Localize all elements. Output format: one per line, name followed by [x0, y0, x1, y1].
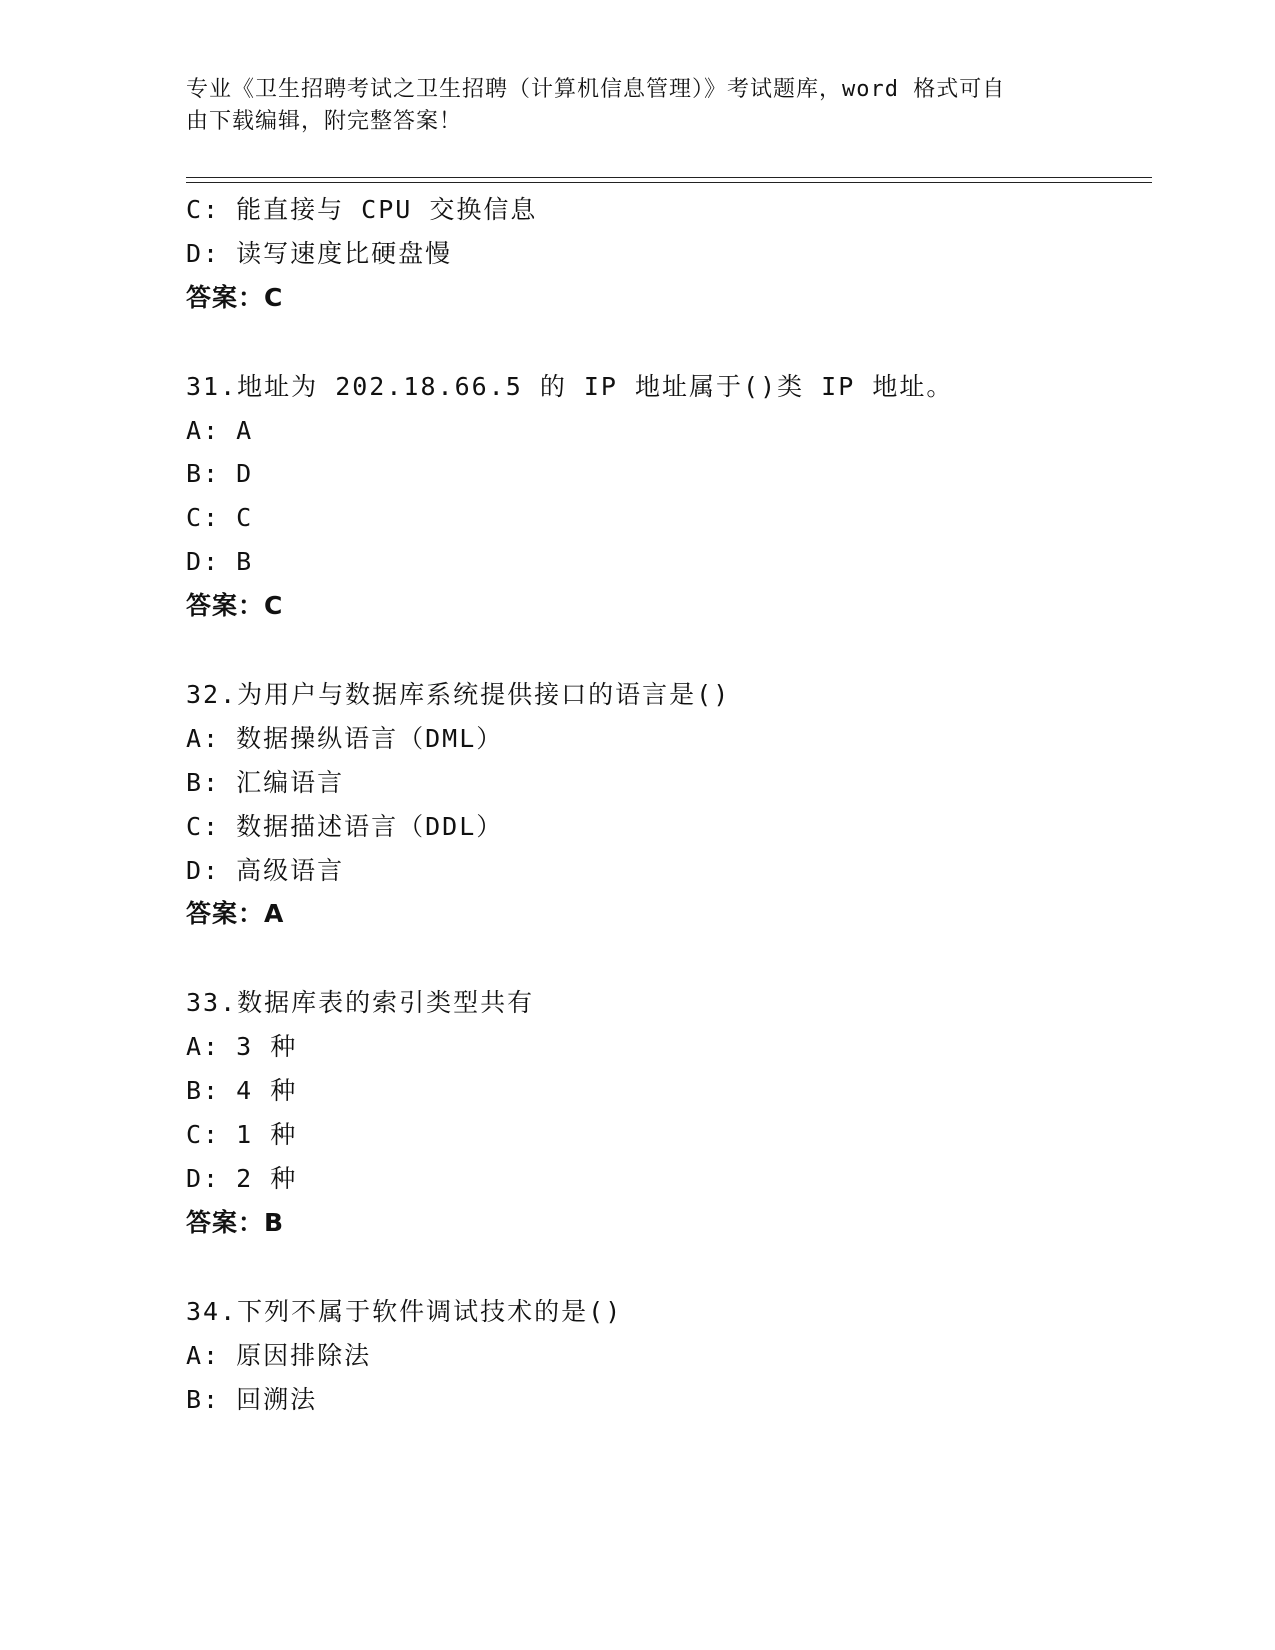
option-line: C: 数据描述语言（DDL）: [186, 812, 504, 841]
option-line: A: 3 种: [186, 1032, 298, 1061]
option-line: C: 1 种: [186, 1120, 298, 1149]
option-line: D: 高级语言: [186, 856, 345, 885]
option-line: D: 2 种: [186, 1164, 298, 1193]
header-divider-top: [186, 177, 1152, 178]
answer-line: 答案：C: [186, 283, 284, 312]
option-line: B: 汇编语言: [186, 768, 345, 797]
question-stem: 31.地址为 202.18.66.5 的 IP 地址属于()类 IP 地址。: [186, 372, 954, 401]
option-line: C: C: [186, 503, 254, 532]
header-divider-bottom: [186, 182, 1152, 183]
answer-line: 答案：A: [186, 899, 285, 928]
answer-line: 答案：C: [186, 591, 284, 620]
option-line: D: 读写速度比硬盘慢: [186, 239, 453, 268]
option-line: B: 回溯法: [186, 1385, 318, 1414]
option-line: C: 能直接与 CPU 交换信息: [186, 195, 538, 224]
document-header: [186, 74, 1066, 138]
option-line: B: D: [186, 459, 254, 488]
option-line: D: B: [186, 547, 254, 576]
header-line-2: 由下载编辑，附完整答案！: [186, 109, 463, 134]
answer-line: 答案：B: [186, 1208, 285, 1237]
option-line: A: A: [186, 416, 254, 445]
header-line-1: 专业《卫生招聘考试之卫生招聘（计算机信息管理）》考试题库，word 格式可自: [186, 77, 1006, 102]
option-line: A: 原因排除法: [186, 1341, 372, 1370]
option-line: A: 数据操纵语言（DML）: [186, 724, 504, 753]
option-line: B: 4 种: [186, 1076, 298, 1105]
question-stem: 33.数据库表的索引类型共有: [186, 988, 535, 1017]
question-stem: 34.下列不属于软件调试技术的是(): [186, 1297, 623, 1326]
question-stem: 32.为用户与数据库系统提供接口的语言是(): [186, 680, 731, 709]
